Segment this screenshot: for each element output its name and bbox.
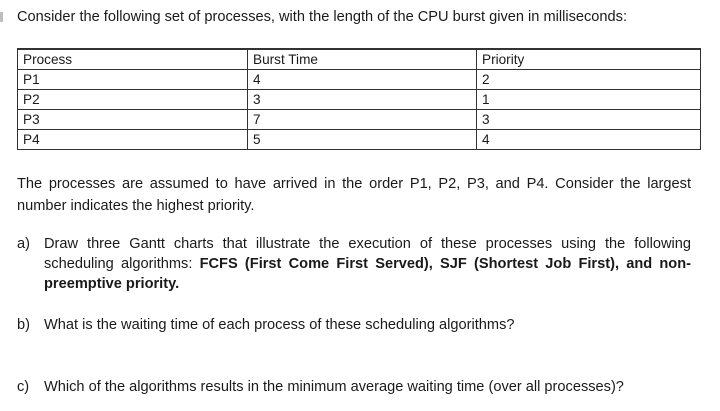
paragraph-line-2: number indicates the highest priority. [17,198,255,214]
question-a-line-1: Draw three Gantt charts that illustrate the execution of these processes using the following [44,236,691,252]
cell-priority: 1 [477,90,701,110]
bullet-marker [0,12,3,22]
question-a-body [44,234,691,294]
question-a-letter: a) [17,236,30,252]
cell-priority: 2 [477,70,701,90]
question-a-line-3: preemptive priority. [44,276,180,292]
cell-process: P2 [18,90,248,110]
cell-priority: 4 [477,130,701,150]
question-c-text: Which of the algorithms results in the minimum average waiting time (over all processes)? [44,379,624,395]
question-a [17,234,691,294]
cell-priority: 3 [477,110,701,130]
cell-process: P3 [18,110,248,130]
cell-burst-time: 7 [248,110,477,130]
cell-process: P4 [18,130,248,150]
question-a-line-2-plain: scheduling algorithms: [44,256,200,272]
header-burst-time: Burst Time [248,49,477,70]
cell-burst-time: 4 [248,70,477,90]
table-row [18,130,701,150]
arrival-order-paragraph [17,173,691,217]
question-c-letter: c) [17,379,30,395]
question-b-letter: b) [17,317,30,333]
question-a-line-2 [44,254,691,274]
cell-burst-time: 5 [248,130,477,150]
question-b-text: What is the waiting time of each process of these scheduling algorithms? [44,317,515,333]
table-row [18,90,701,110]
question-c [17,377,691,397]
question-b [17,315,691,335]
table-row [18,110,701,130]
table-header-row [18,49,701,70]
cell-burst-time: 3 [248,90,477,110]
question-a-algorithms-bold: FCFS (First Come First Served), SJF (Shortest Job First), and non- [199,256,691,272]
process-table [17,48,701,150]
intro-text: Consider the following set of processes, with the length of the CPU burst given in milliseconds: [17,9,628,25]
cell-process: P1 [18,70,248,90]
header-process: Process [18,49,248,70]
header-priority: Priority [477,49,701,70]
table-row [18,70,701,90]
paragraph-line-1: The processes are assumed to have arrived in the order P1, P2, P3, and P4. Consider the largest [17,176,691,192]
